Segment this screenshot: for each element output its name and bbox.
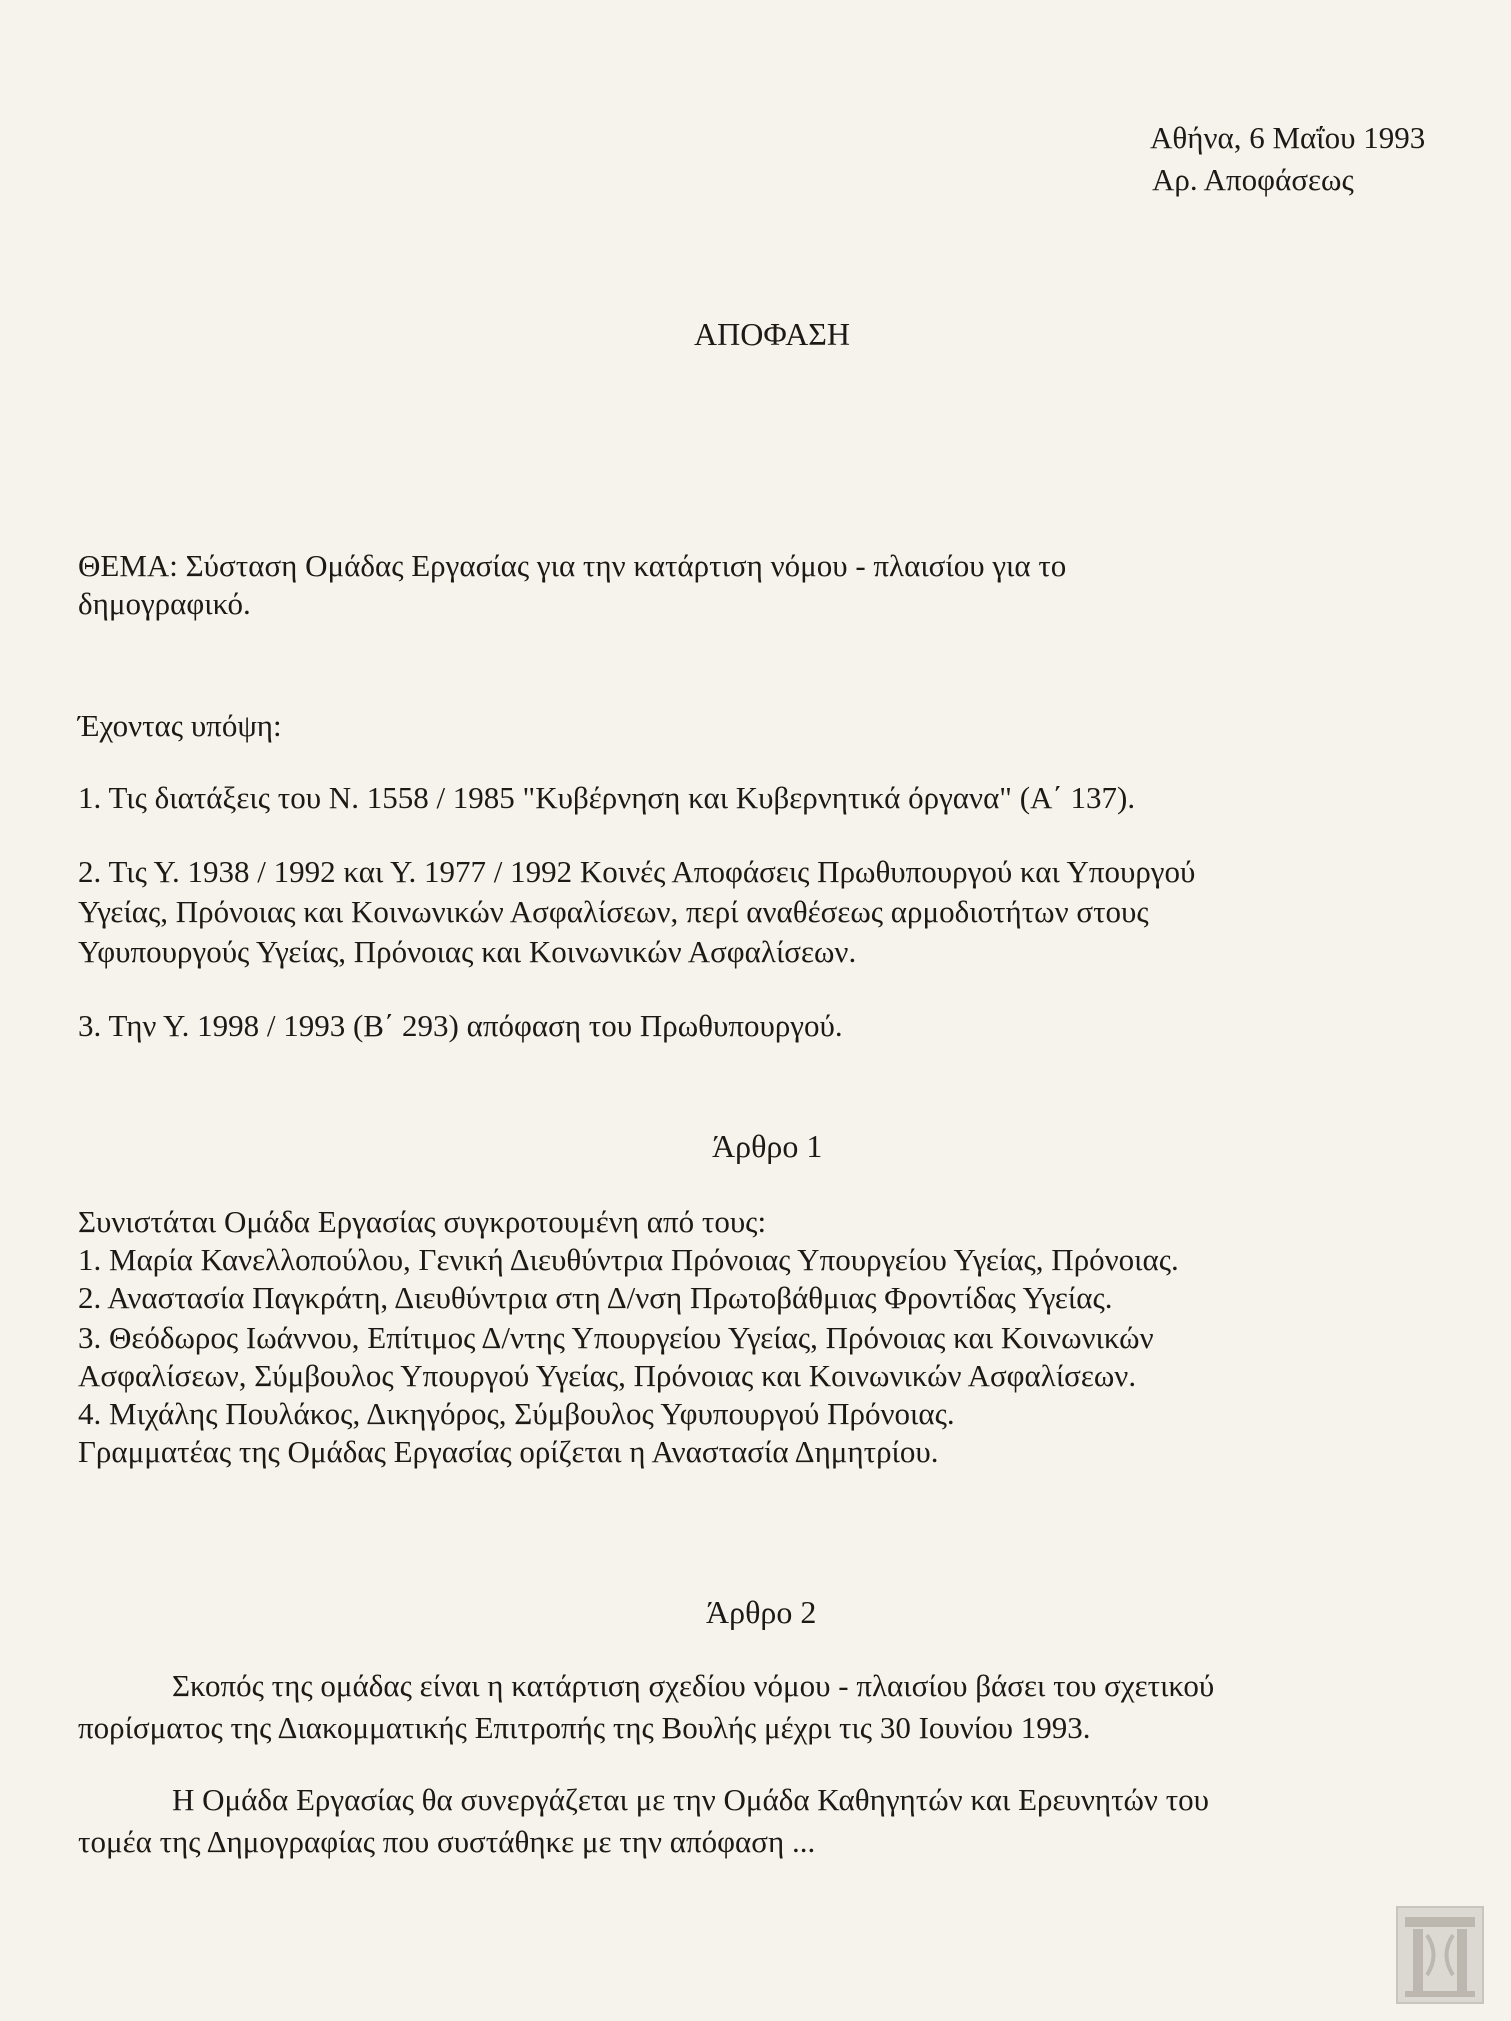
preamble-item-2-line-2: Υγείας, Πρόνοιας και Κοινωνικών Ασφαλίσεων, περί αναθέσεως αρμοδιοτήτων στους — [78, 894, 1149, 929]
article-2-para-1-line-2: πορίσματος της Διακομματικής Επιτροπής της Βουλής μέχρι τις 30 Ιουνίου 1993. — [78, 1710, 1091, 1745]
article-1-heading: Άρθρο 1 — [712, 1128, 823, 1164]
decision-number-line: Αρ. Αποφάσεως — [1152, 162, 1354, 197]
article-2-heading: Άρθρο 2 — [706, 1594, 817, 1630]
preamble-item-2-line-3: Υφυπουργούς Υγείας, Πρόνοιας και Κοινωνικών Ασφαλίσεων. — [78, 934, 857, 969]
archive-logo-icon — [1395, 1905, 1485, 2005]
document-title: ΑΠΟΦΑΣΗ — [694, 316, 851, 352]
preamble-item-2-line-1: 2. Τις Υ. 1938 / 1992 και Υ. 1977 / 1992 Κοινές Αποφάσεις Πρωθυπουργού και Υπουργού — [78, 854, 1196, 889]
preamble-item-1: 1. Τις διατάξεις του Ν. 1558 / 1985 "Κυβέρνηση και Κυβερνητικά όργανα" (Α΄ 137). — [78, 780, 1136, 815]
subject-line-1: ΘΕΜΑ: Σύσταση Ομάδας Εργασίας για την κατάρτιση νόμου - πλαισίου για το — [78, 548, 1067, 583]
member-2: 2. Αναστασία Παγκράτη, Διευθύντρια στη Δ/νση Πρωτοβάθμιας Φροντίδας Υγείας. — [78, 1280, 1113, 1315]
member-1: 1. Μαρία Κανελλοπούλου, Γενική Διευθύντρια Πρόνοιας Υπουργείου Υγείας, Πρόνοιας. — [78, 1242, 1179, 1277]
member-3-line-1: 3. Θεόδωρος Ιωάννου, Επίτιμος Δ/ντης Υπουργείου Υγείας, Πρόνοιας και Κοινωνικών — [78, 1320, 1154, 1355]
considering-label: Έχοντας υπόψη: — [78, 708, 282, 743]
article-2-para-2-line-2: τομέα της Δημογραφίας που συστάθηκε με την απόφαση ... — [78, 1824, 816, 1859]
preamble-item-3: 3. Την Υ. 1998 / 1993 (Β΄ 293) απόφαση του Πρωθυπουργού. — [78, 1008, 843, 1043]
secretary-line: Γραμματέας της Ομάδας Εργασίας ορίζεται η Αναστασία Δημητρίου. — [78, 1434, 939, 1469]
member-3-line-2: Ασφαλίσεων, Σύμβουλος Υπουργού Υγείας, Πρόνοιας και Κοινωνικών Ασφαλίσεων. — [78, 1358, 1137, 1393]
date-line: Αθήνα, 6 Μαΐου 1993 — [1150, 120, 1426, 155]
article-2-para-1-line-1: Σκοπός της ομάδας είναι η κατάρτιση σχεδίου νόμου - πλαισίου βάσει του σχετικού — [172, 1668, 1215, 1703]
member-4: 4. Μιχάλης Πουλάκος, Δικηγόρος, Σύμβουλος Υφυπουργού Πρόνοιας. — [78, 1396, 955, 1431]
article-1-intro: Συνιστάται Ομάδα Εργασίας συγκροτουμένη από τους: — [78, 1204, 767, 1239]
article-2-para-2-line-1: Η Ομάδα Εργασίας θα συνεργάζεται με την Ομάδα Καθηγητών και Ερευνητών του — [172, 1782, 1210, 1817]
subject-line-2: δημογραφικό. — [78, 586, 251, 621]
